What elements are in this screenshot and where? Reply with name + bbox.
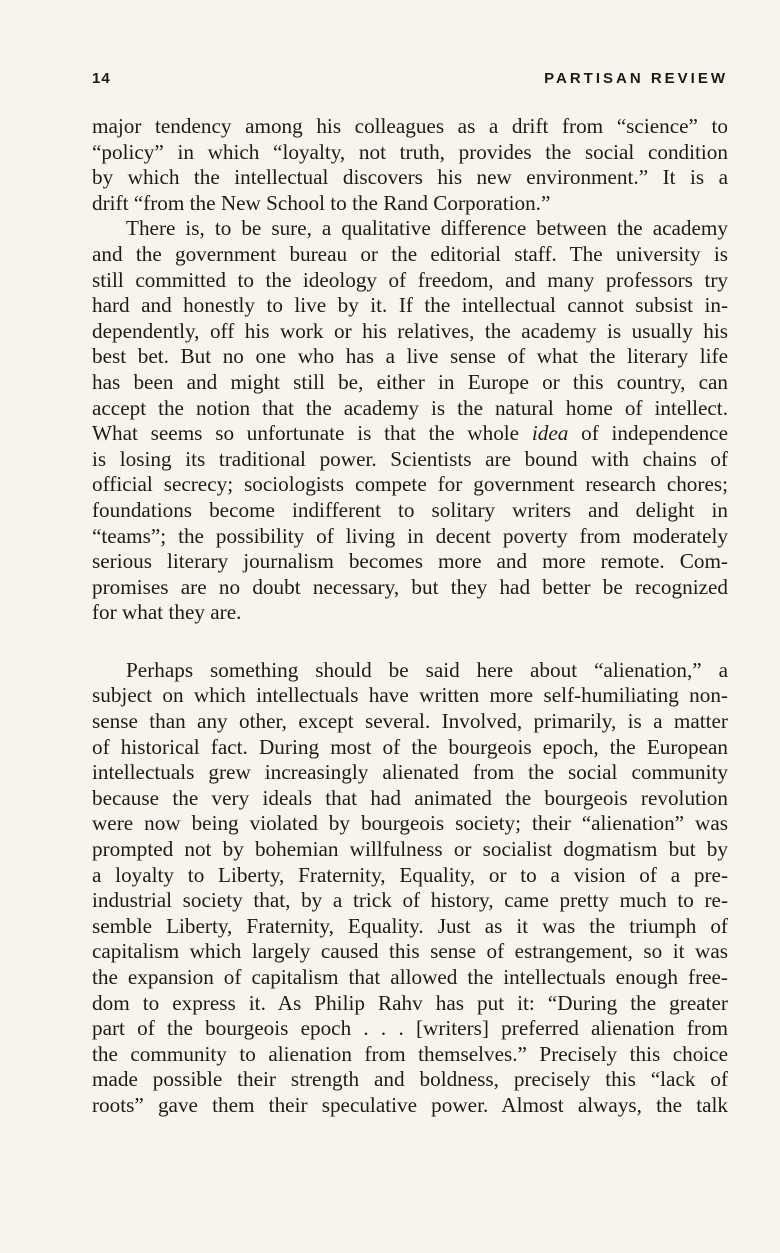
text-line: accept the notion that the academy is the natural home of intellect. [92, 395, 728, 420]
text-line: for what they are. [92, 600, 242, 625]
text-line: hard and honestly to live by it. If the intellectual cannot subsist in- [92, 293, 728, 318]
text-line: the expansion of capitalism that allowed the intellectuals enough free- [92, 965, 728, 989]
text-line: promises are no doubt necessary, but they had better be recognized [92, 574, 728, 599]
text-line: and the government bureau or the editorial staff. The university is [92, 241, 728, 266]
text-line: were now being violated by bourgeois society; their “alienation” was [92, 811, 728, 836]
text-line: prompted not by bohemian willfulness or socialist dogmatism but by [92, 837, 728, 862]
section-break [92, 626, 728, 658]
text-run: What seems so unfortunate is that the whole [92, 421, 532, 446]
text-line: dependently, off his work or his relatives, the academy is usually his [92, 318, 728, 343]
text-line: Perhaps something should be said here about “alienation,” a [126, 657, 728, 682]
text-line: of historical fact. During most of the bourgeois epoch, the European [92, 734, 728, 759]
text-line: sense than any other, except several. Involved, primarily, is a matter [92, 709, 728, 734]
text-line: “policy” in which “loyalty, not truth, provides the social condition [92, 139, 728, 164]
emphasized-word: idea [531, 421, 569, 446]
text-line: a loyalty to Liberty, Fraternity, Equality, or to a vision of a pre- [92, 862, 728, 887]
paragraph [92, 658, 728, 1119]
text-line: foundations become indifferent to solitary writers and delight in [92, 497, 728, 522]
text-line: industrial society that, by a trick of history, came pretty much to re- [92, 888, 728, 913]
text-line: still committed to the ideology of freedom, and many professors try [92, 267, 728, 292]
text-line: best bet. But no one who has a live sense of what the literary life [92, 344, 728, 369]
text-line-with-emphasis [92, 421, 728, 447]
text-line: official secrecy; sociologists compete for government research chores; [92, 472, 728, 497]
page-number: 14 [92, 70, 111, 87]
text-line: There is, to be sure, a qualitative difference between the academy [126, 216, 728, 241]
body-text [92, 114, 728, 1119]
text-line: “teams”; the possibility of living in decent poverty from moderately [92, 523, 728, 548]
text-line: dom to express it. As Philip Rahv has put it: “During the greater [92, 990, 728, 1015]
text-line: part of the bourgeois epoch . . . [writers] preferred alienation from [92, 1016, 728, 1041]
text-line: the community to alienation from themselves.” Precisely this choice [92, 1041, 728, 1066]
text-line: intellectuals grew increasingly alienated from the social community [92, 760, 728, 785]
text-line: capitalism which largely caused this sense of estrangement, so it was [92, 939, 728, 964]
text-line: because the very ideals that had animated the bourgeois revolution [92, 785, 728, 810]
text-line: subject on which intellectuals have written more self-humiliating non- [92, 683, 728, 708]
text-line: made possible their strength and boldness, precisely this “lack of [92, 1067, 728, 1092]
text-line: drift “from the New School to the Rand Corporation.” [92, 190, 551, 215]
text-line: is losing its traditional power. Scientists are bound with chains of [92, 446, 728, 471]
paragraph [92, 216, 728, 626]
paragraph [92, 114, 728, 216]
text-line: has been and might still be, either in Europe or this country, can [92, 369, 728, 394]
text-line: semble Liberty, Fraternity, Equality. Just as it was the triumph of [92, 913, 728, 938]
text-line: serious literary journalism becomes more and more remote. Com- [92, 549, 728, 574]
text-line: by which the intellectual discovers his new environment.” It is a [92, 165, 728, 190]
text-line: major tendency among his colleagues as a drift from “science” to [92, 114, 728, 138]
running-head [92, 70, 728, 92]
text-line: roots” gave them their speculative power. Almost always, the talk [92, 1092, 728, 1117]
journal-title: PARTISAN REVIEW [544, 70, 728, 87]
text-run: of independence [568, 421, 728, 446]
